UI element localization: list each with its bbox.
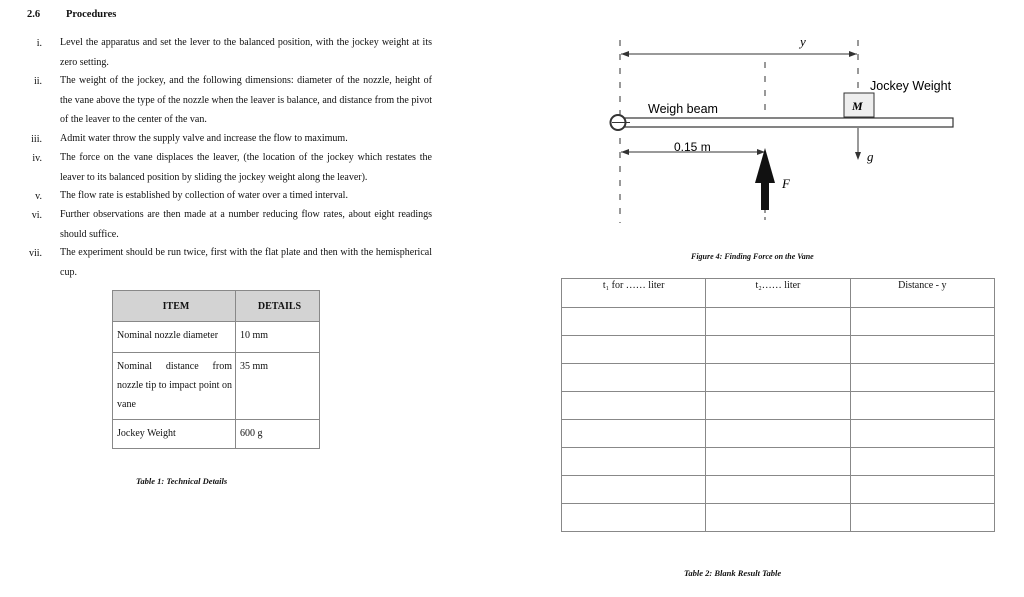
vane-force-diagram [600,28,970,228]
table-header-cell: t₁ for …… liter [562,279,706,308]
table-cell [706,476,850,504]
table-cell [706,392,850,420]
table-row [113,322,320,353]
step-number: vii. [28,248,42,259]
table-cell [706,420,850,448]
table-cell [706,364,850,392]
table-header-row [113,291,320,322]
step-text: The force on the vane displaces the leaver, (the location of the jockey which restates the leaver to its balanced position by sliding the jockey weight along the leaver). [60,152,432,183]
table1-caption: Table 1: Technical Details [136,476,228,486]
table-cell [562,336,706,364]
step-text: The experiment should be run twice, first with the flat plate and then with the hemispherical cup. [60,247,432,278]
weigh-beam [620,118,953,127]
table-cell [562,476,706,504]
table2-caption: Table 2: Blank Result Table [684,568,782,578]
force-label: F [782,176,790,191]
table-cell [562,420,706,448]
table-row [562,476,995,504]
step-number: iii. [31,134,42,145]
table-cell [850,308,994,336]
table-header-cell: DETAILS [236,291,320,322]
table-row [113,420,320,449]
table-cell [562,308,706,336]
table-cell: 600 g [236,420,320,449]
table-row [562,420,995,448]
table-header-cell: Distance - y [850,279,994,308]
table-row [562,392,995,420]
table-cell [562,392,706,420]
table-row [562,364,995,392]
table-cell [850,420,994,448]
table-header-cell: t₂…… liter [706,279,850,308]
step-text: Further observations are then made at a number reducing flow rates, about eight readings should suffice. [60,209,432,240]
gravity-label: g [867,149,874,164]
table-row [562,448,995,476]
step-number: i. [36,38,42,49]
figure-caption: Figure 4: Finding Force on the Vane [691,252,814,261]
step-text: Level the apparatus and set the lever to the balanced position, with the jockey weight at its zero setting. [60,37,432,68]
distance-arrowhead-left [621,149,629,155]
table-cell: Nominal distance from nozzle tip to impact point on vane [113,353,236,420]
force-arrow-shaft [761,180,769,210]
table-cell [850,392,994,420]
technical-details-table [112,290,320,449]
table-cell [850,504,994,532]
step-number: ii. [33,76,42,87]
table-cell [706,336,850,364]
table-cell [706,504,850,532]
step-number: vi. [31,210,42,221]
table-cell [706,308,850,336]
table-cell [850,364,994,392]
step-number: v. [35,191,42,202]
table-cell: Jockey Weight [113,420,236,449]
table-row [562,504,995,532]
step-text: The weight of the jockey, and the following dimensions: diameter of the nozzle, height of the vane above the type of the nozzle when the leaver is balance, and distance from the pivot of the leaver to the center of the van. [60,75,432,125]
table-cell: 35 mm [236,353,320,420]
step-text: The flow rate is established by collection of water over a timed interval. [60,190,348,201]
table-row [113,353,320,420]
distance-label: 0.15 m [674,140,711,154]
table-cell [562,448,706,476]
gravity-arrowhead [855,152,861,160]
table-cell [850,476,994,504]
table-cell [562,504,706,532]
table-cell [850,448,994,476]
step-text: Admit water throw the supply valve and increase the flow to maximum. [60,133,348,144]
y-arrowhead-left [621,51,629,57]
y-label: y [800,34,806,49]
step-number: iv. [32,153,42,164]
table-cell: Nominal nozzle diameter [113,322,236,353]
table-cell [706,448,850,476]
weigh-beam-label: Weigh beam [648,102,718,116]
jockey-weight-label: Jockey Weight [870,79,952,93]
section-title: Procedures [66,9,117,20]
table-cell [850,336,994,364]
table-row [562,308,995,336]
table-header-cell: ITEM [113,291,236,322]
results-table [561,278,995,532]
y-arrowhead-right [849,51,857,57]
table-cell: 10 mm [236,322,320,353]
mass-label: M [852,99,863,113]
table-header-row [562,279,995,308]
table-cell [562,364,706,392]
section-number: 2.6 [27,9,41,20]
table-row [562,336,995,364]
